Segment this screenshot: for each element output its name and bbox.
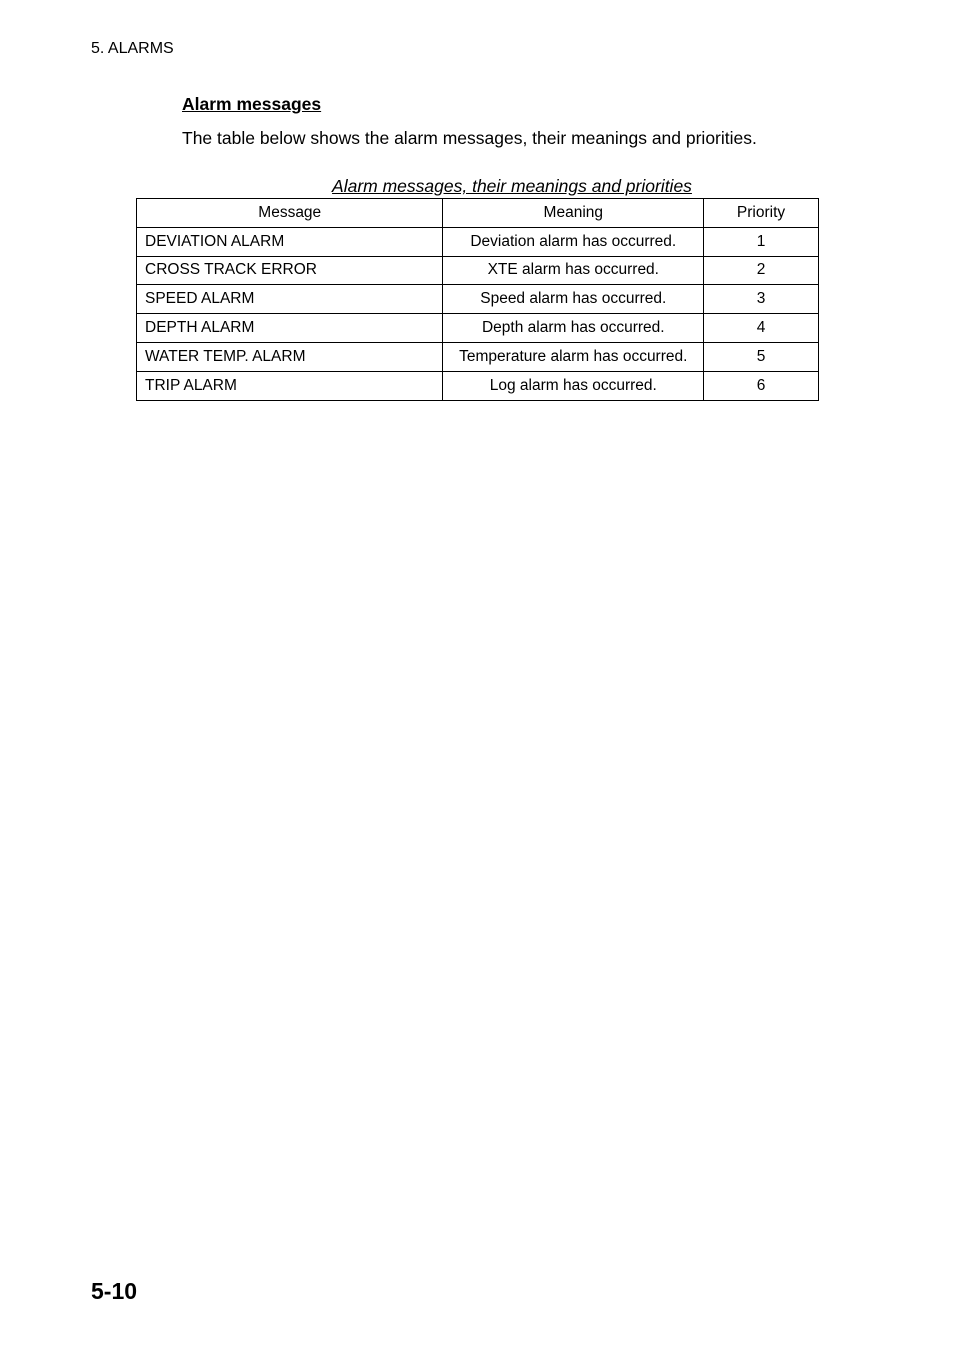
priority-cell: 4 (704, 314, 819, 343)
meaning-cell: Log alarm has occurred. (443, 371, 704, 400)
table-header-row (137, 199, 819, 228)
meaning-cell: XTE alarm has occurred. (443, 256, 704, 285)
message-cell: SPEED ALARM (137, 285, 443, 314)
message-cell: WATER TEMP. ALARM (137, 342, 443, 371)
page-number: 5-10 (91, 1278, 138, 1304)
alarm-messages-table (136, 198, 819, 401)
section-title: Alarm messages (182, 94, 322, 114)
meaning-cell: Deviation alarm has occurred. (443, 227, 704, 256)
message-cell: DEPTH ALARM (137, 314, 443, 343)
message-cell: CROSS TRACK ERROR (137, 256, 443, 285)
table-row (137, 314, 819, 343)
table-row (137, 227, 819, 256)
message-cell: DEVIATION ALARM (137, 227, 443, 256)
table-caption: Alarm messages, their meanings and priorities (332, 176, 692, 196)
priority-cell: 3 (704, 285, 819, 314)
header-priority: Priority (704, 199, 819, 228)
priority-cell: 1 (704, 227, 819, 256)
priority-cell: 2 (704, 256, 819, 285)
table-row (137, 285, 819, 314)
table-row (137, 371, 819, 400)
running-header: 5. ALARMS (91, 40, 174, 57)
meaning-cell: Speed alarm has occurred. (443, 285, 704, 314)
header-meaning: Meaning (443, 199, 704, 228)
meaning-cell: Temperature alarm has occurred. (443, 342, 704, 371)
table-row (137, 256, 819, 285)
message-cell: TRIP ALARM (137, 371, 443, 400)
header-message: Message (137, 199, 443, 228)
priority-cell: 5 (704, 342, 819, 371)
meaning-cell: Depth alarm has occurred. (443, 314, 704, 343)
priority-cell: 6 (704, 371, 819, 400)
table-row (137, 342, 819, 371)
intro-paragraph: The table below shows the alarm messages, their meanings and priorities. (182, 128, 757, 148)
